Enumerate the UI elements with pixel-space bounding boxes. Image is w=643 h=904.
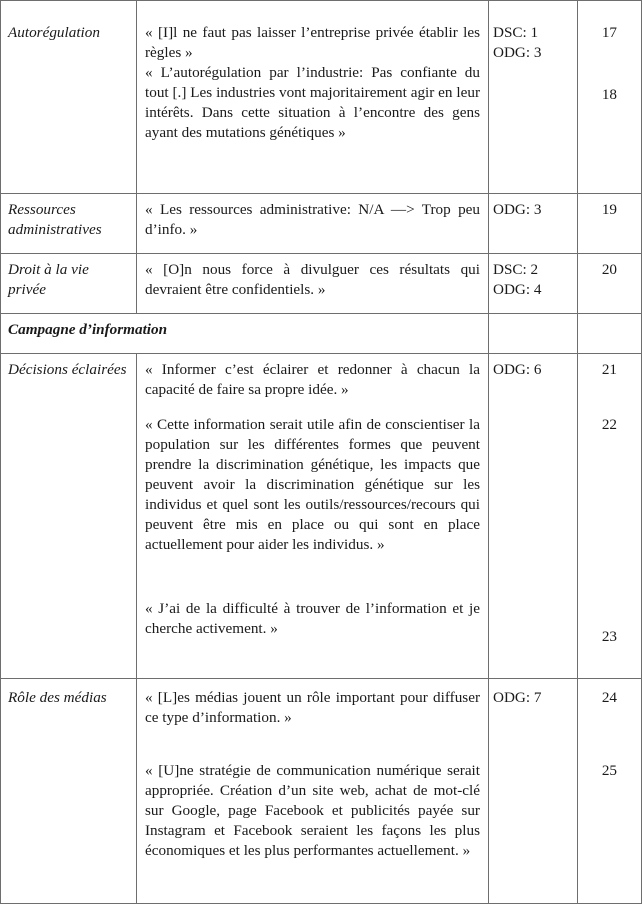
code-label: DSC: 1 bbox=[493, 24, 539, 41]
code-label: DSC: 2 bbox=[493, 261, 539, 278]
quote-number: 19 bbox=[578, 194, 642, 254]
quote-number: 25 bbox=[578, 750, 642, 904]
code-label: ODG: 7 bbox=[493, 689, 542, 706]
table-row bbox=[1, 194, 642, 254]
quote-text: « [I]l ne faut pas laisser l’entreprise privée établir les règles » bbox=[137, 1, 489, 64]
category-label: Autorégulation bbox=[1, 1, 137, 64]
code-label: ODG: 3 bbox=[493, 201, 542, 218]
table-row bbox=[1, 750, 642, 904]
quote-number: 22 bbox=[578, 407, 642, 591]
table-row bbox=[1, 354, 642, 408]
table-row bbox=[1, 63, 642, 194]
code-label: ODG: 3 bbox=[493, 44, 542, 61]
table-row bbox=[1, 1, 642, 64]
category-label: Ressources administratives bbox=[1, 194, 137, 254]
section-title: Campagne d’information bbox=[1, 314, 489, 354]
category-label: Décisions éclairées bbox=[1, 354, 137, 408]
code-cell bbox=[489, 354, 578, 408]
code-cell bbox=[489, 194, 578, 254]
quote-text: « Cette information serait utile afin de conscientiser la population sur les différentes formes que peuvent prendre la discrimination génétique, les impacts que peuvent avoir la discrimination génétique sur les individus et quel sont les outils/ressources/recours qui peuvent être mis en place ou qui sont en place actuellement pour aider les individus. » bbox=[137, 407, 489, 591]
code-label: ODG: 4 bbox=[493, 281, 542, 298]
code-cell bbox=[489, 679, 578, 751]
quote-number: 17 bbox=[578, 1, 642, 64]
quote-number: 23 bbox=[578, 591, 642, 679]
code-cell bbox=[489, 1, 578, 64]
quote-text: « J’ai de la difficulté à trouver de l’information et je cherche activement. » bbox=[137, 591, 489, 679]
quote-text: « Les ressources administrative: N/A —> Trop peu d’info. » bbox=[137, 194, 489, 254]
quote-text: « L’autorégulation par l’industrie: Pas confiante du tout [.] Les industries vont majoritairement agir en leur intérêts. Dans cette situation à l’encontre des gens ayant des mutations génétiques » bbox=[137, 63, 489, 194]
quote-text: « [O]n nous force à divulguer ces résultats qui devraient être confidentiels. » bbox=[137, 254, 489, 314]
quote-text: « Informer c’est éclairer et redonner à chacun la capacité de faire sa propre idée. » bbox=[137, 354, 489, 408]
table-row bbox=[1, 679, 642, 751]
quote-number: 21 bbox=[578, 354, 642, 408]
category-label: Rôle des médias bbox=[1, 679, 137, 751]
section-row bbox=[1, 314, 642, 354]
code-label: ODG: 6 bbox=[493, 361, 542, 378]
quote-number: 18 bbox=[578, 63, 642, 194]
quote-number: 20 bbox=[578, 254, 642, 314]
quote-text: « [L]es médias jouent un rôle important pour diffuser ce type d’information. » bbox=[137, 679, 489, 751]
code-cell bbox=[489, 254, 578, 314]
quote-text: « [U]ne stratégie de communication numérique serait appropriée. Création d’un site web, achat de mot-clé sur Google, page Facebook et publicités payée sur Instagram et Facebook seraient les façons les plus économiques et les plus performantes actuellement. » bbox=[137, 750, 489, 904]
table-row bbox=[1, 254, 642, 314]
category-label: Droit à la vie privée bbox=[1, 254, 137, 314]
quote-number: 24 bbox=[578, 679, 642, 751]
table-row bbox=[1, 591, 642, 679]
table-row bbox=[1, 407, 642, 591]
